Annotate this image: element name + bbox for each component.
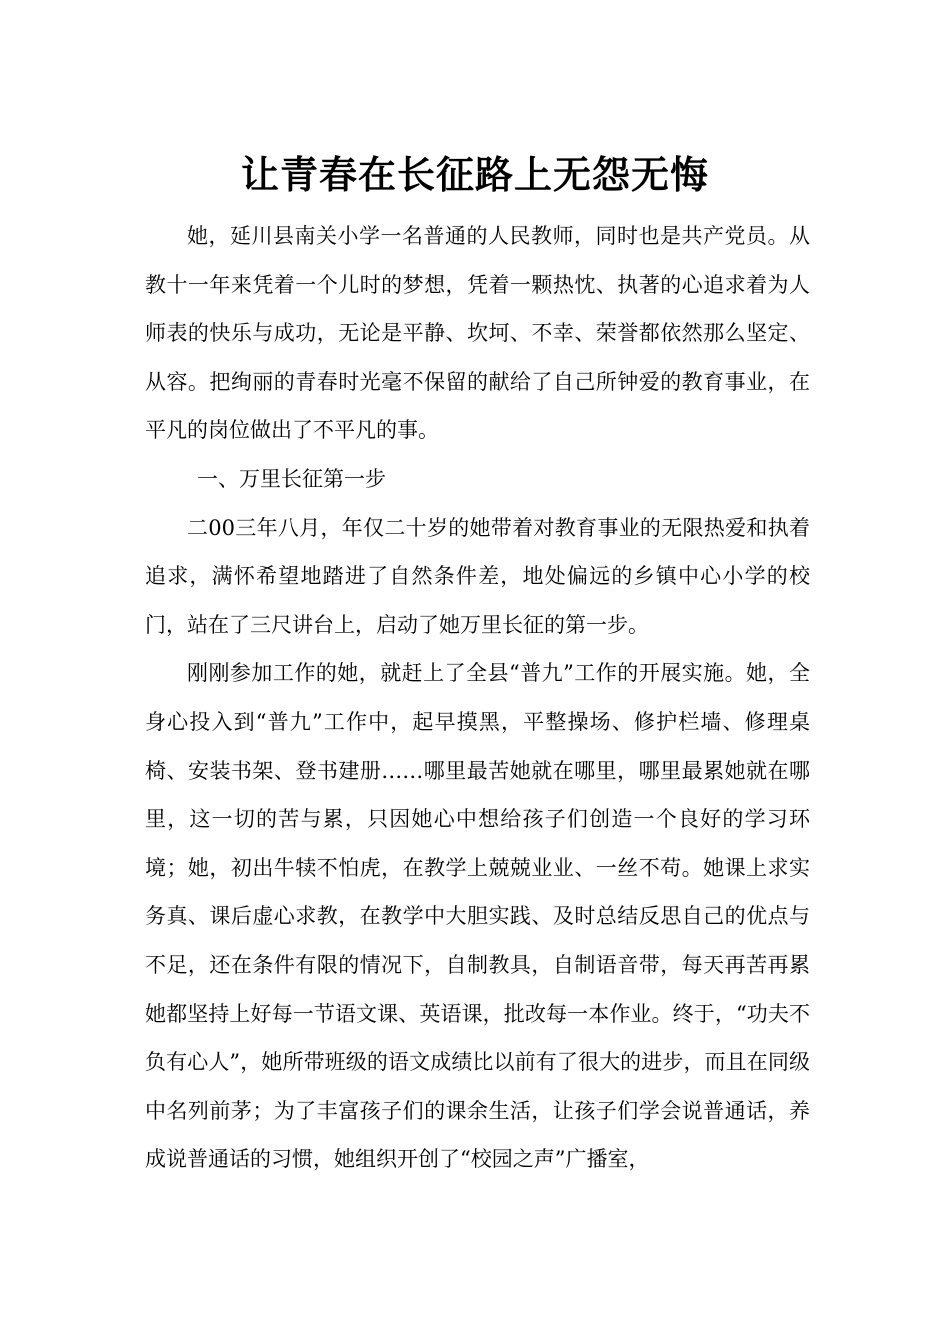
paragraph-first-step: 二00三年八月，年仅二十岁的她带着对教育事业的无限热爱和执着追求，满怀希望地踏进了自然条件差，地处偏远的乡镇中心小学的校门，站在了三尺讲台上，启动了她万里长征的第一步。 [145, 515, 810, 637]
paragraph-pujiu-work: 刚刚参加工作的她，就赶上了全县“普九”工作的开展实施。她，全身心投入到“普九”工作中，起早摸黑，平整操场、修护栏墙、修理桌椅、安装书架、登书建册……哪里最苦她就在哪里，哪里最累她就在哪里，这一切的苦与累，只因她心中想给孩子们创造一个良好的学习环境；她，初出牛犊不怕虎，在教学上兢兢业业、一丝不苟。她课上求实务真、课后虚心求教，在教学中大胆实践、及时总结反思自己的优点与不足，还在条件有限的情况下，自制教具，自制语音带，每天再苦再累她都坚持上好每一节语文课、英语课，批改每一本作业。终于，“功夫不负有心人”，她所带班级的语文成绩比以前有了很大的进步，而且在同级中名列前茅；为了丰富孩子们的课余生活，让孩子们学会说普通话，养成说普通话的习惯，她组织开创了“校园之声”广播室， [145, 661, 810, 1172]
paragraph-intro: 她，延川县南关小学一名普通的人民教师，同时也是共产党员。从教十一年来凭着一个儿时的梦想，凭着一颗热忱、执著的心追求着为人师表的快乐与成功，无论是平静、坎坷、不幸、荣誉都依然那么坚定、从容。把绚丽的青春时光毫不保留的献给了自己所钟爱的教育事业，在平凡的岗位做出了不平凡的事。 [145, 224, 810, 443]
section-heading-1: 一、万里长征第一步 [197, 466, 386, 491]
document-body [145, 212, 810, 1184]
document-title: 让青春在长征路上无怨无悔 [240, 153, 709, 197]
